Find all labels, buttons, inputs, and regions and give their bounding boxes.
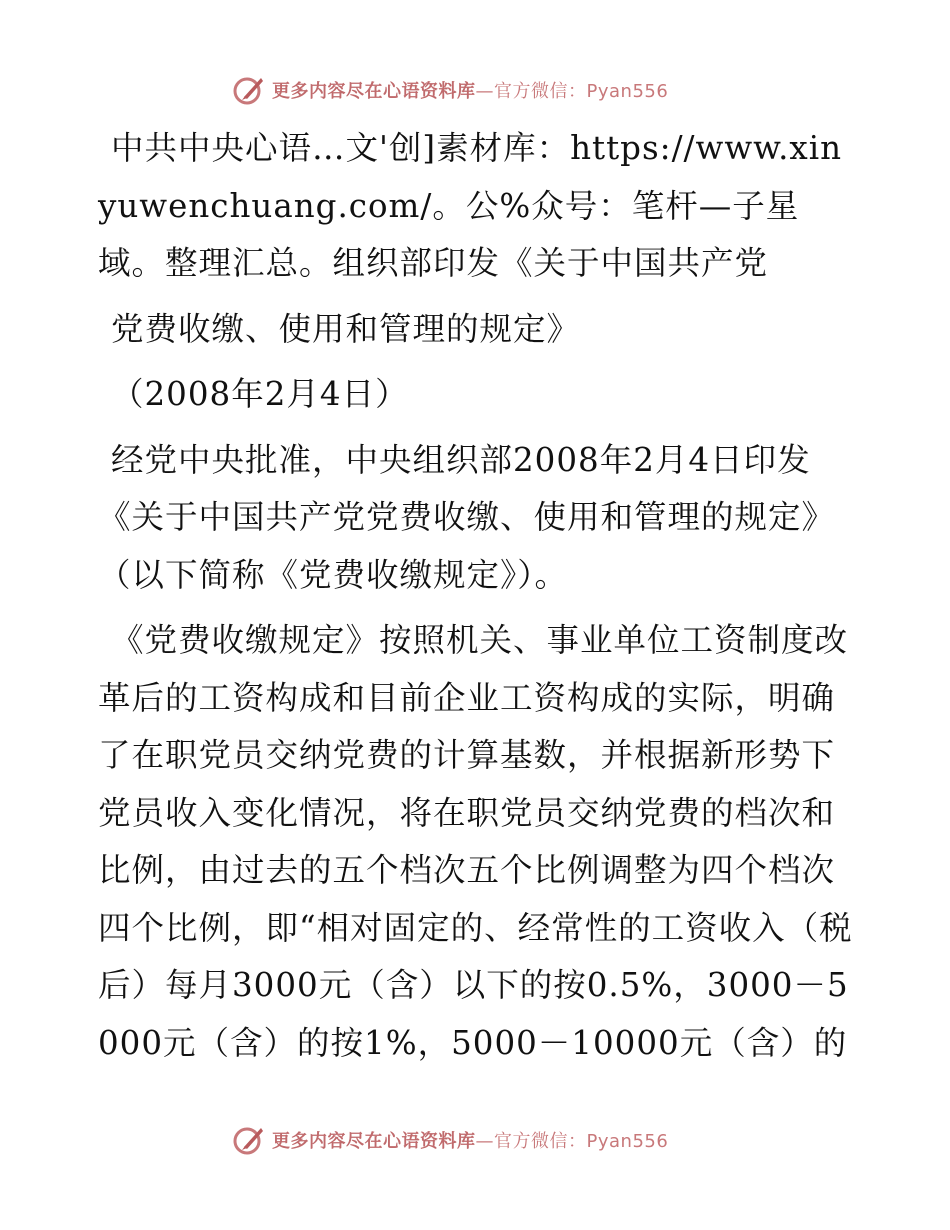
quill-logo-icon	[232, 73, 266, 107]
watermark-brand: 更多内容尽在心语资料库	[272, 81, 476, 102]
body-paragraph-2: 《党费收缴规定》按照机关、事业单位工资制度改革后的工资构成和目前企业工资构成的实际，明确了在职党员交纳党费的计算基数，并根据新形势下党员收入变化情况，将在职党员交纳党费的档次和比例，由过去的五个档次五个比例调整为四个档次四个比例，即“相对固定的、经常性的工资收入（税后）每月3000元（含）以下的按0.5%，3000－5000元（含）的按1%，5000－10000元（含）的	[98, 621, 853, 1062]
watermark-suffix: 官方微信：Pyan556	[494, 81, 669, 102]
document-title: 党费收缴、使用和管理的规定》	[111, 309, 581, 348]
body-paragraph-1: 经党中央批准，中央组织部2008年2月4日印发《关于中国共产党党费收缴、使用和管理的规定》（以下简称《党费收缴规定》）。	[98, 440, 836, 594]
watermark-suffix: 官方微信：Pyan556	[494, 1131, 669, 1152]
watermark-separator: —	[475, 81, 494, 102]
watermark-banner-bottom	[232, 1122, 712, 1158]
document-body	[98, 120, 858, 1072]
intro-paragraph: 中共中央心语…文'创]素材库：https://www.xinyuwenchuang.com/。公%众号：笔杆—子星域。整理汇总。组织部印发《关于中国共产党	[98, 129, 843, 282]
quill-logo-icon	[232, 1123, 266, 1157]
watermark-separator: —	[475, 1131, 494, 1152]
document-date: （2008年2月4日）	[111, 375, 409, 413]
watermark-brand: 更多内容尽在心语资料库	[272, 1131, 476, 1152]
watermark-banner-top	[232, 72, 712, 108]
